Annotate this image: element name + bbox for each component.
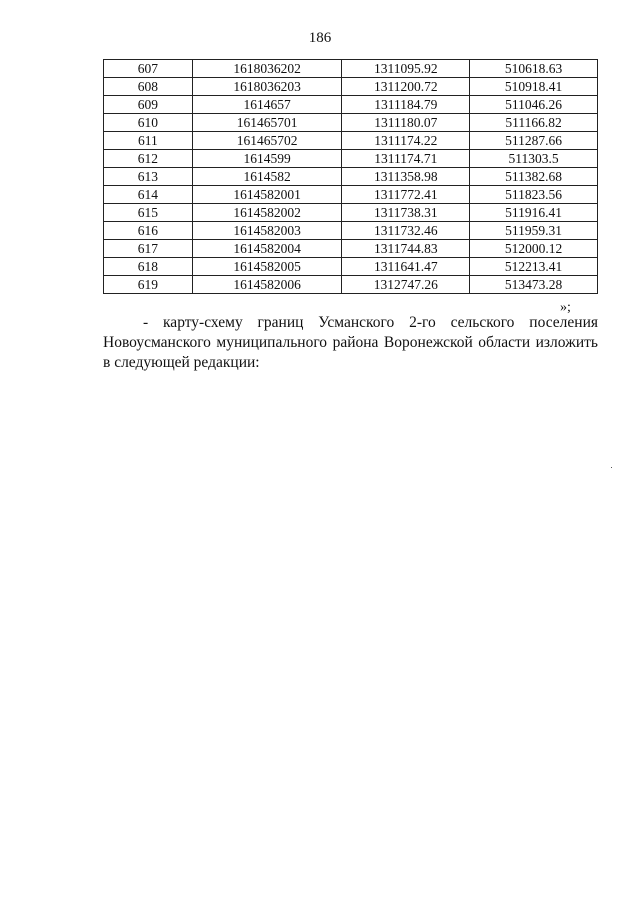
table-row xyxy=(104,204,598,222)
cell-coord-x: 1311738.31 xyxy=(342,204,470,222)
page-number: 186 xyxy=(308,30,332,46)
cell-coord-y: 511303.5 xyxy=(470,150,598,168)
cell-point-number: 616 xyxy=(104,222,193,240)
cell-point-id: 1614582005 xyxy=(192,258,342,276)
cell-coord-y: 511382.68 xyxy=(470,168,598,186)
cell-coord-y: 511046.26 xyxy=(470,96,598,114)
table-row xyxy=(104,78,598,96)
cell-coord-x: 1311200.72 xyxy=(342,78,470,96)
cell-point-number: 619 xyxy=(104,276,193,294)
table-row xyxy=(104,132,598,150)
cell-point-number: 614 xyxy=(104,186,193,204)
cell-coord-y: 510618.63 xyxy=(470,60,598,78)
cell-point-number: 611 xyxy=(104,132,193,150)
cell-coord-y: 511166.82 xyxy=(470,114,598,132)
cell-point-id: 161465701 xyxy=(192,114,342,132)
table-row xyxy=(104,60,598,78)
body-paragraph: - карту-схему границ Усманского 2-го сельского поселения Новоусманского муниципального района Воронежской области изложить в следующей редакции: xyxy=(103,314,598,371)
cell-coord-x: 1311095.92 xyxy=(342,60,470,78)
table-row xyxy=(104,240,598,258)
cell-point-id: 1614582004 xyxy=(192,240,342,258)
table-row xyxy=(104,276,598,294)
cell-point-number: 613 xyxy=(104,168,193,186)
cell-coord-x: 1311184.79 xyxy=(342,96,470,114)
table-row xyxy=(104,258,598,276)
cell-point-number: 615 xyxy=(104,204,193,222)
cell-coord-x: 1311641.47 xyxy=(342,258,470,276)
cell-coord-x: 1311174.22 xyxy=(342,132,470,150)
cell-point-id: 1614582001 xyxy=(192,186,342,204)
cell-coord-x: 1311358.98 xyxy=(342,168,470,186)
cell-point-id: 1614582003 xyxy=(192,222,342,240)
cell-coord-y: 513473.28 xyxy=(470,276,598,294)
table-row xyxy=(104,114,598,132)
cell-coord-y: 511823.56 xyxy=(470,186,598,204)
cell-point-id: 1614582006 xyxy=(192,276,342,294)
closing-quote-mark: »; xyxy=(560,300,571,315)
cell-point-number: 608 xyxy=(104,78,193,96)
cell-point-number: 612 xyxy=(104,150,193,168)
table-row xyxy=(104,186,598,204)
cell-point-id: 1618036203 xyxy=(192,78,342,96)
table-row xyxy=(104,96,598,114)
cell-point-number: 617 xyxy=(104,240,193,258)
coordinates-table-body xyxy=(104,60,598,294)
cell-point-id: 1618036202 xyxy=(192,60,342,78)
cell-point-number: 618 xyxy=(104,258,193,276)
cell-point-id: 1614582 xyxy=(192,168,342,186)
cell-coord-y: 511959.31 xyxy=(470,222,598,240)
cell-coord-x: 1311174.71 xyxy=(342,150,470,168)
margin-speck xyxy=(611,467,612,468)
cell-coord-x: 1311744.83 xyxy=(342,240,470,258)
cell-coord-y: 510918.41 xyxy=(470,78,598,96)
cell-coord-y: 512213.41 xyxy=(470,258,598,276)
cell-point-id: 1614657 xyxy=(192,96,342,114)
table-row xyxy=(104,222,598,240)
cell-point-number: 610 xyxy=(104,114,193,132)
cell-coord-y: 511916.41 xyxy=(470,204,598,222)
cell-coord-y: 512000.12 xyxy=(470,240,598,258)
cell-point-id: 161465702 xyxy=(192,132,342,150)
cell-coord-x: 1311772.41 xyxy=(342,186,470,204)
cell-point-number: 607 xyxy=(104,60,193,78)
table-row xyxy=(104,150,598,168)
table-row xyxy=(104,168,598,186)
cell-coord-x: 1311180.07 xyxy=(342,114,470,132)
cell-coord-y: 511287.66 xyxy=(470,132,598,150)
coordinates-table xyxy=(103,59,598,294)
cell-coord-x: 1311732.46 xyxy=(342,222,470,240)
cell-point-id: 1614582002 xyxy=(192,204,342,222)
cell-coord-x: 1312747.26 xyxy=(342,276,470,294)
cell-point-id: 1614599 xyxy=(192,150,342,168)
cell-point-number: 609 xyxy=(104,96,193,114)
